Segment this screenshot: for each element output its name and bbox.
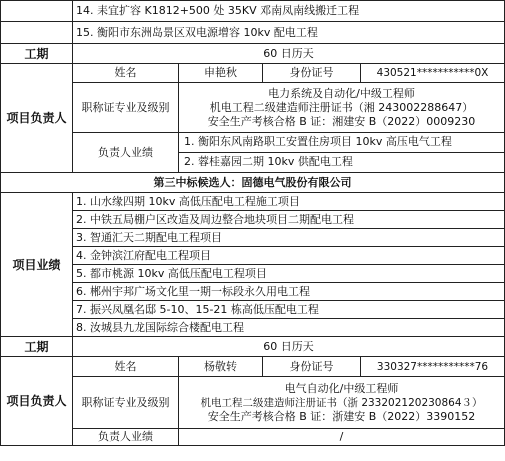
- name-value: 杨敬转: [179, 357, 263, 377]
- perf-list-row: [1, 319, 505, 337]
- cert-row: [1, 377, 505, 429]
- perf-label: 负责人业绩: [73, 429, 179, 446]
- perf-list-row: [1, 193, 505, 211]
- perf-list-row: [1, 247, 505, 265]
- period-row: [1, 337, 505, 357]
- name-value: 申艳秋: [179, 64, 263, 83]
- project-perf-item: 5. 都市桃源 10kv 高低压配电工程项目: [73, 265, 505, 283]
- manager-perf-row: [1, 133, 505, 173]
- project-perf-item: 6. 郴州宇邦广场文化里一期一标段永久用电工程: [73, 283, 505, 301]
- cert-line: 电力系统及自动化/中级工程师: [268, 86, 415, 100]
- cert-label: 职称证专业及级别: [73, 377, 179, 429]
- perf-list-row: [1, 229, 505, 247]
- candidate-title: 第三中标候选人：固德电气股份有限公司: [1, 173, 505, 193]
- cert-row: [1, 83, 505, 133]
- manager-label: 项目负责人: [1, 357, 73, 446]
- cert-line: 机电工程二级建造师注册证书（湘 243002288647）: [209, 100, 474, 114]
- period-value: 60 日历天: [73, 44, 505, 64]
- cert-line: 安全生产考核合格 B 证：湘建安 B（2022）0009230: [207, 114, 476, 128]
- continuation-row: [1, 22, 505, 44]
- id-label: 身份证号: [263, 357, 361, 377]
- cert-value: [179, 377, 505, 429]
- manager-name-row: [1, 64, 505, 83]
- continuation-row: [1, 1, 505, 22]
- perf-list-row: [1, 211, 505, 229]
- perf-list-row: [1, 283, 505, 301]
- project-perf-item: 7. 振兴凤凰名邸 5-10、15-21 栋高低压配电工程: [73, 301, 505, 319]
- manager-label: 项目负责人: [1, 64, 73, 173]
- continuation-item-14: 14. 耒宜扩容 K1812+500 处 35KV 邓南凤南线搬迁工程: [73, 1, 505, 22]
- cert-label: 职称证专业及级别: [73, 83, 179, 133]
- name-label: 姓名: [73, 357, 179, 377]
- project-perf-item: 8. 汝城县九龙国际综合楼配电工程: [73, 319, 505, 337]
- cert-line: 安全生产考核合格 B 证：浙建安 B（2022）3390152: [207, 409, 476, 423]
- project-perf-item: 4. 金钟滨江府配电工程项目: [73, 247, 505, 265]
- perf-item: 1. 衡阳东风南路职工安置住房项目 10kv 高压电气工程: [179, 133, 504, 153]
- id-value: 330327***********76: [361, 357, 505, 377]
- project-perf-label: 项目业绩: [1, 193, 73, 337]
- perf-list-row: [1, 265, 505, 283]
- name-label: 姓名: [73, 64, 179, 83]
- period-label: 工期: [1, 337, 73, 357]
- project-perf-item: 3. 智通汇天二期配电工程项目: [73, 229, 505, 247]
- id-label: 身份证号: [263, 64, 361, 83]
- id-value: 430521***********0X: [361, 64, 505, 83]
- period-row: [1, 44, 505, 64]
- period-value: 60 日历天: [73, 337, 505, 357]
- project-perf-item: 1. 山水缘四期 10kv 高低压配电工程施工项目: [73, 193, 505, 211]
- perf-list-row: [1, 301, 505, 319]
- candidate-header-row: [1, 173, 505, 193]
- perf-value: /: [179, 429, 505, 446]
- cert-line: 电气自动化/中级工程师: [284, 381, 399, 395]
- manager-perf-row: [1, 429, 505, 446]
- cert-value: [179, 83, 505, 133]
- cert-line: 机电工程二级建造师注册证书（浙 233202120230864３）: [200, 396, 483, 409]
- perf-item: 2. 蓉桂嘉园二期 10kv 供配电工程: [184, 155, 353, 168]
- manager-name-row: [1, 357, 505, 377]
- perf-label: 负责人业绩: [73, 133, 179, 173]
- period-label: 工期: [1, 44, 73, 64]
- project-perf-item: 2. 中铁五局棚户区改造及周边整合地块项目二期配电工程: [73, 211, 505, 229]
- continuation-item-15: 15. 衡阳市东洲岛景区双电源增容 10kv 配电工程: [73, 22, 505, 44]
